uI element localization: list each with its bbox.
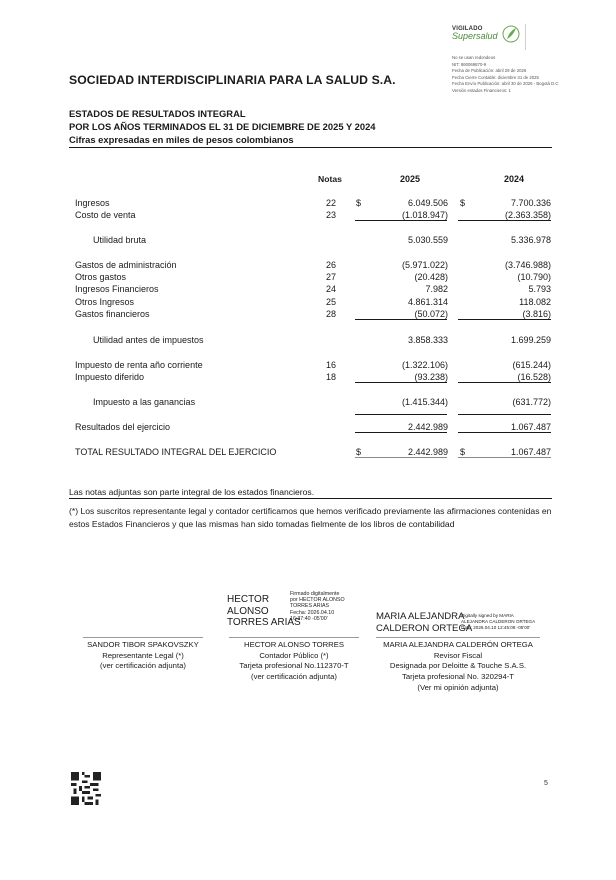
table-row: [0, 234, 616, 246]
digital-name-line: ALONSO: [227, 605, 269, 617]
subtotal-overline: [355, 414, 447, 415]
digital-name-line: HECTOR: [227, 594, 270, 605]
row-note: 25: [325, 297, 336, 307]
row-label: Costo de venta: [75, 210, 136, 220]
subtotal-overline: [458, 414, 551, 415]
digital-signature-stamp: [290, 591, 345, 622]
value-2024: (10.790): [517, 272, 551, 282]
value-2025: 2.442.989: [407, 447, 448, 457]
value-2024: (2.363.358): [504, 210, 551, 220]
vigilado-label: VIGILADO: [452, 26, 483, 32]
signatory-name: SANDOR TIBOR SPAKOVSZKY: [87, 640, 199, 649]
total-underline: [355, 457, 447, 458]
digital-name-line: MARIA ALEJANDRA: [376, 611, 465, 622]
row-note: 27: [325, 272, 336, 282]
digital-signature-name: [376, 611, 472, 634]
signatory-note: (Ver mi opinión adjunta): [417, 682, 499, 692]
signatory-name: MARIA ALEJANDRA CALDERÓN ORTEGA: [383, 640, 533, 649]
signature-line: [229, 637, 359, 638]
stamp-line: Digitally signed by MARIA: [461, 613, 514, 618]
value-2025: 6.049.506: [407, 198, 448, 208]
value-2024: (3.816): [522, 309, 551, 319]
stamp-line: 16:37:40 -05'00': [290, 615, 328, 622]
leaf-icon: [502, 24, 520, 44]
value-2025: (1.415.344): [401, 397, 448, 407]
meta-line: No se usan redondeos: [452, 55, 496, 60]
value-2025: (1.018.947): [401, 210, 448, 220]
row-label: Impuesto de renta año corriente: [75, 360, 203, 370]
signatory-note: (ver certificación adjunta): [100, 661, 186, 671]
supersalud-logo: [452, 26, 532, 50]
value-2024: 1.067.487: [510, 447, 551, 457]
row-label: Utilidad antes de impuestos: [93, 335, 204, 345]
table-row: [0, 197, 616, 209]
subtotal-underline: [458, 319, 551, 320]
row-note: 22: [325, 198, 336, 208]
meta-line: Fecha Cierre Contable: diciembre 31 de 2025: [452, 74, 539, 80]
stamp-line: ALEJANDRA CALDERON ORTEGA: [461, 618, 536, 624]
year-2024-column-header: 2024: [503, 174, 525, 184]
row-label: Resultados del ejercicio: [75, 422, 171, 432]
header-rule: [69, 147, 552, 148]
row-label: Otros Ingresos: [75, 297, 135, 307]
statement-title: ESTADOS DE RESULTADOS INTEGRAL: [69, 108, 246, 119]
value-2024: (16.528): [517, 372, 551, 382]
row-label: Utilidad bruta: [93, 235, 147, 245]
meta-line: Fecha de Publicación: abril 29 de 2026: [452, 68, 527, 74]
row-note: 24: [325, 284, 336, 294]
digital-signature-stamp: [461, 613, 535, 630]
supersalud-label: Supersalud: [452, 31, 498, 41]
total-underline: [458, 457, 551, 458]
notes-rule: [69, 498, 552, 499]
row-label: TOTAL RESULTADO INTEGRAL DEL EJERCICIO: [75, 447, 277, 457]
value-2024: 5.336.978: [510, 235, 551, 245]
table-row: [0, 271, 616, 283]
subtotal-underline: [355, 319, 447, 320]
signatory-name: HECTOR ALONSO TORRES: [244, 640, 344, 649]
logo-divider: [525, 24, 526, 50]
row-label: Otros gastos: [75, 272, 127, 282]
signature-line: [376, 637, 540, 638]
value-2025: 2.442.989: [407, 422, 448, 432]
currency-symbol: $: [460, 447, 466, 457]
currency-symbol: $: [460, 198, 466, 208]
year-2025-column-header: 2025: [399, 174, 421, 184]
row-note: 26: [325, 260, 336, 270]
row-note: 28: [325, 309, 336, 319]
signatory-fiscal-auditor: [365, 640, 551, 694]
digital-signature-maria: [376, 611, 472, 634]
value-2024: (631.772): [512, 397, 551, 407]
table-row: [0, 396, 616, 408]
value-2025: (50.072): [414, 309, 448, 319]
stamp-line: Fecha: 2026.04.10: [290, 609, 335, 616]
meta-line: Fecha Envío Publicación: abril 30 de 2026 - Bogotá D.C: [452, 81, 559, 87]
table-header-row: [0, 173, 616, 185]
row-label: Ingresos Financieros: [75, 284, 159, 294]
value-2025: (5.971.022): [401, 260, 448, 270]
stamp-line: TORRES ARIAS: [290, 603, 330, 610]
row-note: 16: [325, 360, 336, 370]
meta-line: NIT: 860069870-9: [452, 61, 487, 67]
row-note: 23: [325, 210, 336, 220]
currency-symbol: $: [356, 198, 362, 208]
publication-metadata: [452, 55, 559, 92]
signatory-legal-representative: [68, 640, 218, 672]
value-2024: (615.244): [512, 360, 551, 370]
table-row: [0, 359, 616, 371]
value-2024: 5.793: [528, 284, 551, 294]
subtotal-underline: [458, 382, 551, 383]
value-2025: 7.982: [425, 284, 448, 294]
signature-line: [83, 637, 203, 638]
signatory-firm: Designada por Deloitte & Touche S.A.S.: [389, 661, 527, 671]
value-2025: 4.861.314: [407, 297, 448, 307]
value-2024: 1.699.259: [510, 335, 551, 345]
value-2025: (1.322.106): [401, 360, 448, 370]
value-2025: (20.428): [414, 272, 448, 282]
value-2025: (93.238): [414, 372, 448, 382]
signatory-license: Tarjeta profesional No. 320294-T: [402, 672, 514, 682]
value-2024: 118.082: [519, 297, 551, 307]
notes-statement: Las notas adjuntas son parte integral de los estados financieros.: [69, 487, 315, 497]
subtotal-underline: [355, 432, 447, 433]
value-2024: 7.700.336: [510, 198, 551, 208]
certification-text: (*) Los suscritos representante legal y contador certificamos que hemos verificado previamente las afirmaciones contenidas en estos Estados Financieros y que las mismas han sido tomadas fielmente de los libros de contabilidad: [69, 506, 552, 529]
signatory-role: Representante Legal (*): [102, 650, 184, 660]
value-2024: 1.067.487: [510, 422, 551, 432]
signatory-role: Revisor Fiscal: [433, 650, 483, 660]
stamp-line: Firmado digitalmente: [290, 591, 340, 597]
subtotal-underline: [355, 382, 447, 383]
table-row: [0, 296, 616, 308]
table-row: [0, 334, 616, 346]
meta-line: Versión estados Financieros: 1: [452, 87, 511, 92]
digital-name-line: CALDERON ORTEGA: [376, 622, 473, 634]
value-2025: 3.858.333: [407, 335, 448, 345]
statement-units: Cifras expresadas en miles de pesos colombianos: [69, 134, 294, 145]
subtotal-underline: [355, 220, 447, 221]
signatory-role: Contador Público (*): [259, 650, 329, 660]
notes-column-header: Notas: [318, 174, 342, 184]
subtotal-underline: [458, 432, 551, 433]
signatory-license: Tarjeta profesional No.112370-T: [239, 661, 349, 671]
row-label: Gastos financieros: [75, 309, 150, 319]
qr-code-icon: [71, 772, 101, 805]
table-row: [0, 283, 616, 295]
stamp-line: por HECTOR ALONSO: [290, 597, 345, 604]
subtotal-underline: [458, 220, 551, 221]
row-label: Impuesto diferido: [75, 372, 145, 382]
signatory-note: (ver certificación adjunta): [251, 672, 337, 682]
row-label: Gastos de administración: [75, 260, 177, 270]
currency-symbol: $: [356, 447, 362, 457]
row-note: 18: [325, 372, 336, 382]
value-2024: (3.746.988): [504, 260, 551, 270]
stamp-line: Date: 2026.04.10 12:45:08 -05'00': [461, 624, 531, 630]
company-name: SOCIEDAD INTERDISCIPLINARIA PARA LA SALUD S.A.: [69, 73, 396, 87]
page-number: 5: [544, 780, 548, 787]
table-row: [0, 259, 616, 271]
statement-period: POR LOS AÑOS TERMINADOS EL 31 DE DICIEMBRE DE 2025 Y 2024: [69, 121, 376, 132]
value-2025: 5.030.559: [407, 235, 448, 245]
signatory-accountant: [214, 640, 374, 683]
row-label: Impuesto a las ganancias: [93, 397, 196, 407]
digital-name-line: TORRES ARIAS: [227, 617, 301, 628]
row-label: Ingresos: [75, 198, 110, 208]
